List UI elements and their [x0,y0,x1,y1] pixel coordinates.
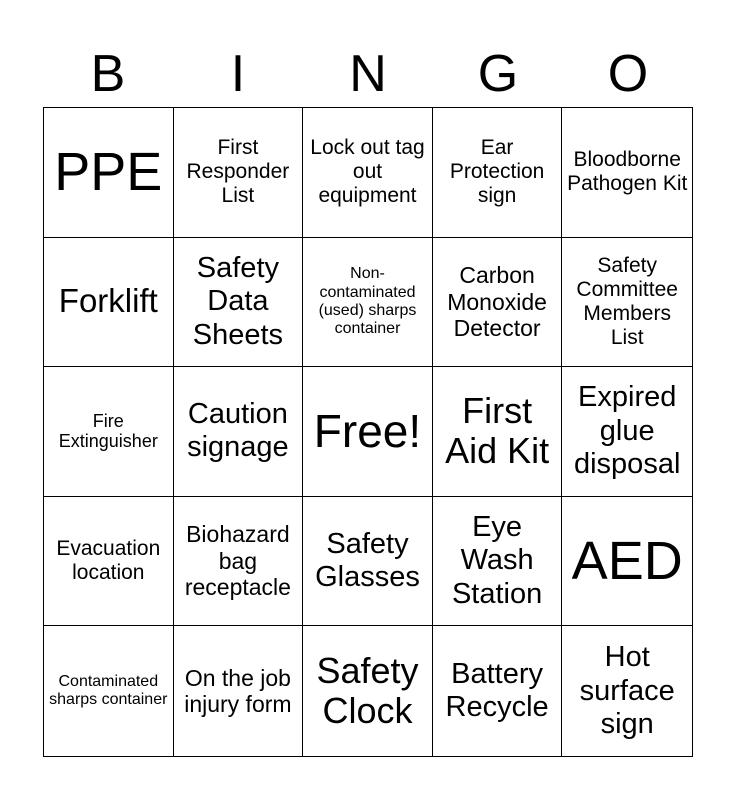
bingo-cell[interactable]: Forklift [44,238,174,368]
bingo-cell[interactable]: Eye Wash Station [433,497,563,627]
bingo-cell[interactable]: Non-contaminated (used) sharps container [303,238,433,368]
bingo-cell[interactable]: Ear Protection sign [433,108,563,238]
bingo-cell[interactable]: On the job injury form [174,626,304,756]
header-letter-b: B [90,45,126,103]
bingo-cell[interactable]: Safety Glasses [303,497,433,627]
bingo-header [43,40,693,108]
bingo-cell[interactable]: Bloodborne Pathogen Kit [562,108,692,238]
header-letter-n: N [349,45,387,103]
bingo-card-grid [43,107,693,757]
bingo-cell[interactable]: Caution signage [174,367,304,497]
bingo-cell[interactable]: Fire Extinguisher [44,367,174,497]
bingo-cell[interactable]: First Responder List [174,108,304,238]
header-letter-o: O [607,45,649,103]
bingo-cell[interactable]: Expired glue disposal [562,367,692,497]
header-letter-i: I [230,45,246,103]
bingo-cell[interactable]: Safety Clock [303,626,433,756]
header-letter-g: G [477,45,519,103]
bingo-cell[interactable]: Battery Recycle [433,626,563,756]
bingo-cell[interactable]: PPE [44,108,174,238]
bingo-cell[interactable]: First Aid Kit [433,367,563,497]
bingo-cell[interactable]: Carbon Monoxide Detector [433,238,563,368]
bingo-cell[interactable]: Safety Committee Members List [562,238,692,368]
bingo-cell[interactable]: Lock out tag out equipment [303,108,433,238]
bingo-cell[interactable]: AED [562,497,692,627]
bingo-cell[interactable]: Hot surface sign [579,641,675,740]
bingo-cell[interactable]: Contaminated sharps container [44,626,174,756]
bingo-cell[interactable]: Biohazard bag receptacle [174,497,304,627]
free-space-cell[interactable]: Free! [303,367,433,497]
bingo-cell[interactable]: Evacuation location [44,497,174,627]
bingo-cell[interactable]: Safety Data Sheets [174,238,304,368]
